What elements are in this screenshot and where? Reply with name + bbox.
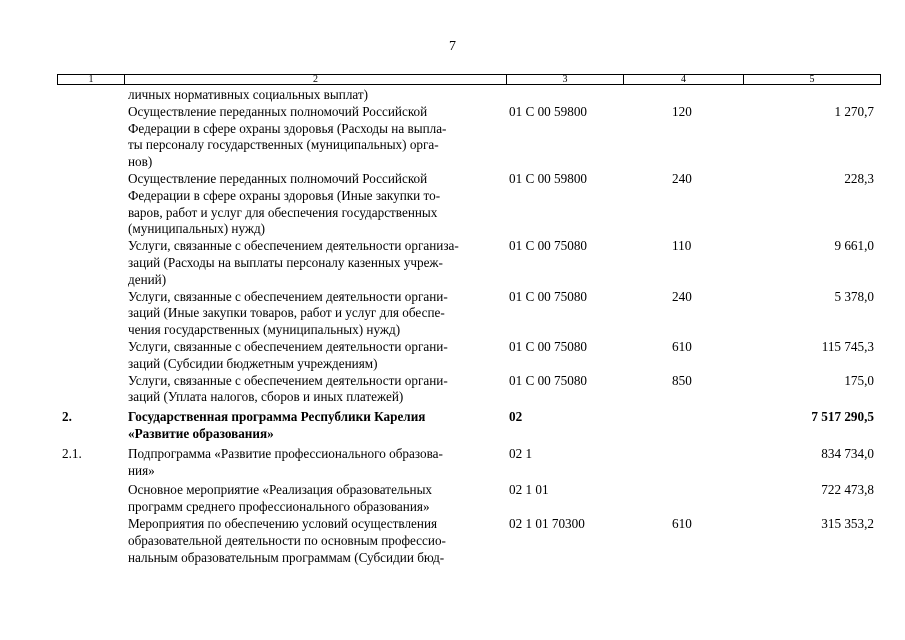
row-name: [128, 339, 504, 373]
row-expense-type: 610: [672, 515, 692, 531]
row-name-line: образовательной деятельности по основным профессио-: [128, 532, 446, 548]
row-sum: 315 353,2: [821, 515, 874, 531]
row-target-code: 02 1 01: [509, 482, 549, 498]
row-sum: 9 661,0: [834, 238, 874, 254]
row-expense-type: 120: [672, 103, 692, 119]
row-number: 2.: [62, 409, 72, 425]
row-name: [128, 289, 504, 339]
row-sum: 175,0: [844, 372, 874, 388]
table-row: [0, 87, 905, 104]
row-name-line: программ среднего профессионального образования»: [128, 499, 430, 515]
row-name: [128, 409, 504, 443]
row-sum: 228,3: [844, 170, 874, 186]
row-number: 2.1.: [62, 445, 82, 461]
row-sum: 115 745,3: [821, 338, 874, 354]
row-name: [128, 87, 504, 104]
column-header-3: 3: [507, 75, 624, 84]
row-name-line: (муниципальных) нужд): [128, 221, 266, 237]
column-header-5: 5: [809, 74, 815, 85]
row-sum: 722 473,8: [821, 482, 874, 498]
table-row: [0, 446, 905, 480]
row-name: [128, 373, 504, 407]
row-name-line: ты персоналу государственных (муниципальных) орга-: [128, 137, 439, 153]
row-name-line: Мероприятия по обеспечению условий осуществления: [128, 515, 438, 531]
row-name-line: Осуществление переданных полномочий Российской: [128, 170, 428, 186]
row-name: [128, 516, 504, 566]
row-name-line: Осуществление переданных полномочий Российской: [128, 103, 428, 119]
row-name-line: заций (Иные закупки товаров, работ и услуг для обеспе-: [128, 305, 445, 321]
row-name-line: дений): [128, 271, 167, 287]
row-name-line: заций (Расходы на выплаты персоналу казенных учреж-: [128, 254, 443, 270]
row-name-line: заций (Уплата налогов, сборов и иных платежей): [128, 389, 404, 405]
row-target-code: 01 С 00 59800: [509, 103, 588, 119]
row-target-code: 02 1 01 70300: [509, 515, 585, 531]
budget-table-body: [0, 87, 905, 566]
row-name-line: нальным образовательным программам (Субсидии бюд-: [128, 549, 445, 565]
row-name-line: Государственная программа Республики Карелия: [128, 409, 426, 425]
row-name-line: ния»: [128, 462, 155, 478]
row-name-line: личных нормативных социальных выплат): [128, 87, 369, 102]
row-sum: 5 378,0: [834, 288, 874, 304]
row-expense-type: 610: [672, 338, 692, 354]
row-target-code: 01 С 00 59800: [509, 170, 588, 186]
table-row: [0, 482, 905, 516]
row-expense-type: 110: [672, 238, 692, 254]
row-name-line: Услуги, связанные с обеспечением деятельности органи-: [128, 338, 448, 354]
table-row: [0, 171, 905, 238]
row-name-line: Подпрограмма «Развитие профессионального образова-: [128, 445, 443, 461]
row-sum: 7 517 290,5: [811, 409, 874, 425]
row-sum: 834 734,0: [821, 445, 874, 461]
row-target-code: 01 С 00 75080: [509, 238, 588, 254]
table-row: [0, 104, 905, 171]
row-expense-type: 240: [672, 288, 692, 304]
column-header-4: 4: [624, 75, 744, 84]
row-target-code: 02 1: [509, 445, 533, 461]
row-name-line: Услуги, связанные с обеспечением деятельности органи-: [128, 372, 448, 388]
row-name-line: Федерации в сфере охраны здоровья (Расходы на выпла-: [128, 120, 447, 136]
row-name: [128, 104, 504, 171]
row-name-line: Услуги, связанные с обеспечением деятельности органи-: [128, 288, 448, 304]
row-target-code: 01 С 00 75080: [509, 288, 588, 304]
row-name: [128, 482, 504, 516]
row-target-code: 01 С 00 75080: [509, 338, 588, 354]
table-row: [0, 289, 905, 339]
row-name: [128, 238, 504, 288]
row-target-code: 02: [509, 409, 523, 425]
page-number: 7: [449, 39, 456, 54]
column-header-1: 1: [58, 75, 125, 84]
table-row: [0, 516, 905, 566]
row-name-line: варов, работ и услуг для обеспечения государственных: [128, 204, 438, 220]
row-name: [128, 171, 504, 238]
row-target-code: 01 С 00 75080: [509, 372, 588, 388]
row-sum: 1 270,7: [834, 103, 874, 119]
row-name-line: чения государственных (муниципальных) нужд): [128, 322, 401, 338]
row-name-line: заций (Субсидии бюджетным учреждениям): [128, 355, 378, 371]
row-name-line: «Развитие образования»: [128, 425, 274, 441]
column-header-row: [57, 74, 881, 85]
row-name-line: Федерации в сфере охраны здоровья (Иные закупки то-: [128, 187, 441, 203]
row-name: [128, 446, 504, 480]
column-header-2: 2: [125, 75, 507, 84]
table-row: [0, 409, 905, 443]
row-expense-type: 240: [672, 170, 692, 186]
table-row: [0, 238, 905, 288]
row-name-line: Услуги, связанные с обеспечением деятельности организа-: [128, 238, 459, 254]
row-expense-type: 850: [672, 372, 692, 388]
row-name-line: нов): [128, 154, 153, 170]
table-row: [0, 339, 905, 373]
table-row: [0, 373, 905, 407]
row-name-line: Основное мероприятие «Реализация образовательных: [128, 482, 433, 498]
